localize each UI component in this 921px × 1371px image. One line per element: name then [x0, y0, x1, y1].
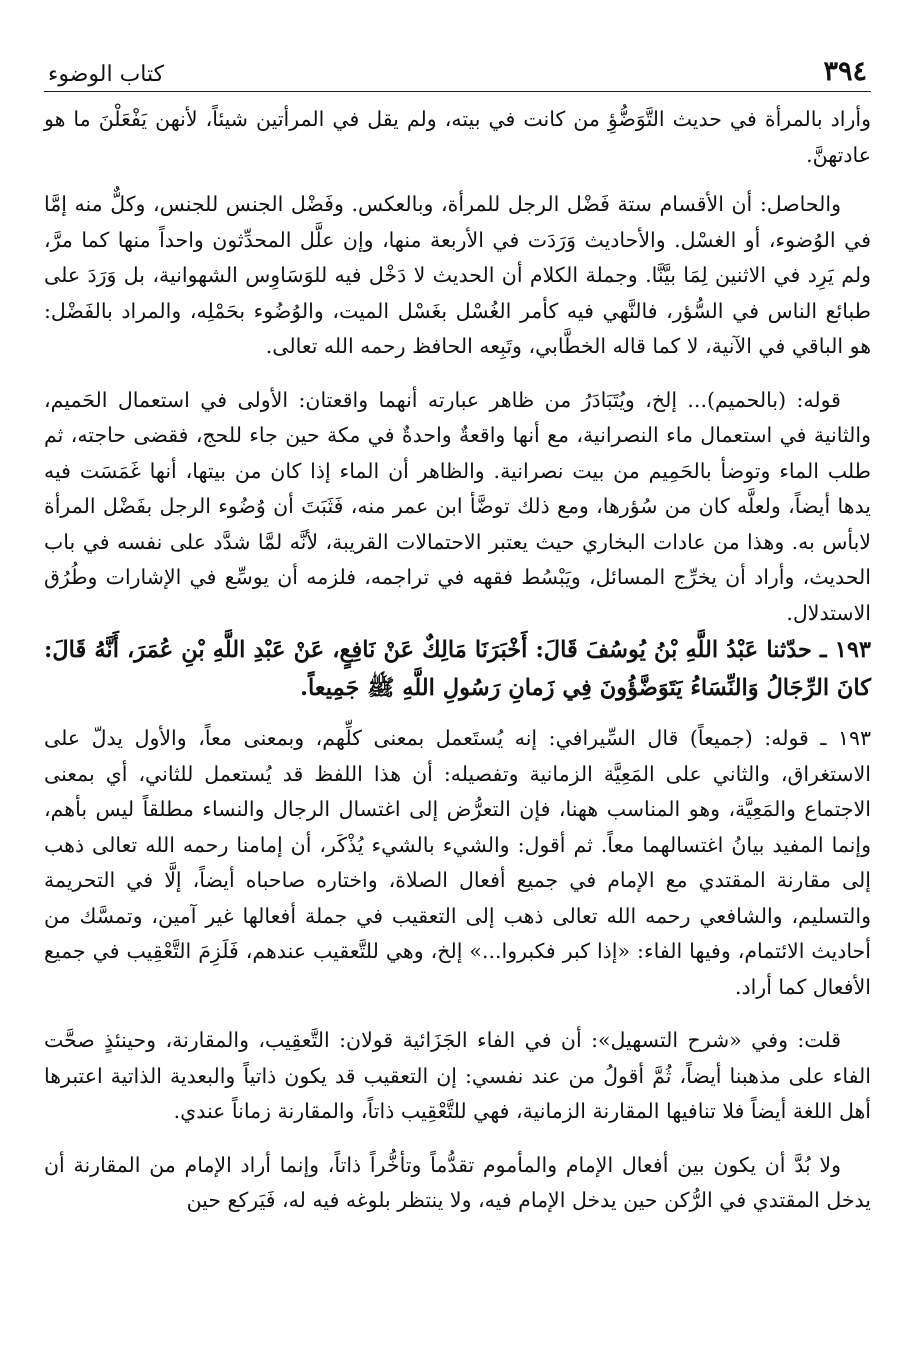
paragraph-hamim: قوله: (بالحميم)... إلخ، ويُتَبَادَرُ من ظاهر عبارته أنهما واقعتان: الأولى في استعمال الحَميم، والثانية في استعمال ماء النصرانية، مع أنها واقعةٌ واحدةٌ في مكة حين جاء للحج، فقضى حاجته، ثم طلب الماء وتوضأ بالحَمِيم من بيت نصرانية. والظاهر أن الماء إذا كان من بيتها، أنها غَمَسَت فيه يدها أيضاً، ولعلَّه كان من سُؤرها، ومع ذلك توضَّأ ابن عمر منه، فَثَبَتَ أن وُضُوء الرجل بفَضْل المرأة لابأس به. وهذا من عادات البخاري حيث يعتبر الاحتمالات القريبة، لأنَّه لمَّا شدَّد على نفسه في باب الحديث، وأراد أن يخرِّج المسائل، ويَبْسُط فقهه في تراجمه، فلزمه أن يوسِّع في الإشارات وطُرُق الاستدلال.	[44, 387, 871, 625]
paragraph-women-wudu: وأراد بالمرأة في حديث التَّوَضُّؤِ من كانت في بيته، ولم يقل في المرأتين شيئاً، لأنهن يَفْعَلْنَ ما هو عادتهنَّ.	[44, 107, 871, 167]
paragraph-tashil: قلت: وفي «شرح التسهيل»: أن في الفاء الجَزَائية قولان: التَّعقِيب، والمقارنة، وحينئذٍ صحَّت الفاء على مذهبنا أيضاً، ثُمَّ أقولُ من عند نفسي: إن التعقيب قد يكون ذاتياً والبعدية الذاتية اعتبرها أهل اللغة أيضاً فلا تنافيها المقارنة الزمانية، فهي للتَّعْقِيب ذاتاً، والمقارنة زماناً عندي.	[44, 1028, 871, 1123]
page-number: ٣٩٤	[823, 56, 867, 87]
commentary-193: ١٩٣ ـ قوله: (جميعاً) قال السِّيرافي: إنه يُستَعمل بمعنى كلِّهم، وبمعنى معاً، والأول يدلّ على الاستغراق، والثاني على المَعِيَّة الزمانية وتفصيله: أن هذا اللفظ قد يُستعمل للثاني، أي بمعنى الاجتماع والمَعِيَّة، وهو المناسب ههنا، فإن التعرُّض إلى اغتسال الرجال والنساء مطلقاً ليس بأهم، وإنما المفيد بيانُ اغتسالهما معاً. ثم أقول: والشيء بالشيء يُذْكَر، أن إمامنا رحمه الله تعالى ذهب إلى مقارنة المقتدي مع الإمام في جميع أفعال الصلاة، واختاره صاحباه أيضاً، إلَّا في التحريمة والتسليم، والشافعي رحمه الله تعالى ذهب إلى التعقيب في جملة أفعالها غير آمين، وتمسَّك من أحاديث الائتمام، وفيها الفاء: «إذا كبر فكبروا...» إلخ، وهي للتَّعقيب عندهم، فَلَزِمَ التَّعْقِيب في جميع الأفعال كما أراد.	[44, 726, 871, 999]
page-header	[44, 48, 871, 92]
paragraph-imam-follower: ولا بُدَّ أن يكون بين أفعال الإمام والمأموم تقدُّماً وتأخُّراً ذاتاً، وإنما أراد الإمام من المقارنة أن يدخل المقتدي في الرُّكن حين يدخل الإمام فيه، ولا ينتظر بلوغه فيه له، فَيَركع حين	[44, 1152, 871, 1212]
page-body	[44, 102, 871, 1219]
hadith-193-text: ١٩٣ ـ حدّثنا عَبْدُ اللَّهِ بْنُ يُوسُفَ قَالَ: أَخْبَرَنَا مَالِكٌ عَنْ نَافِعٍ، عَنْ عَبْدِ اللَّهِ بْنِ عُمَرَ، أَنَّهُ قَالَ: كانَ الرِّجَالُ وَالنِّسَاءُ يَتَوَضَّؤُونَ فِي زَمانِ رَسُولِ اللَّهِ ﷺ جَمِيعاً.	[44, 637, 871, 701]
running-title: كتاب الوضوء	[48, 62, 165, 87]
paragraph-summary: والحاصل: أن الأقسام ستة فَضْل الرجل للمرأة، وبالعكس. وفَضْل الجنس للجنس، وكلٌّ منه إمَّا في الوُضوء، أو الغسْل. والأحاديث وَرَدَت في الأربعة منها، وإن علَّل المحدِّثون واحداً منها كما مرَّ، ولم يَرِد في الاثنين لِمَا بيَّنَّا. وجملة الكلام أن الحديث لا دَخْل فيه للوَسَاوِس الشهوانية، بل وَرَدَ على طبائع الناس في السُّؤر، فالنَّهي فيه كأمر الغُسْل بغَسْل الميت، والوُضُوء بحَمْلِه، والمراد بالفَضْل: هو الباقي في الآنية، لا كما قاله الخطَّابي، وتَبِعه الحافظ رحمه الله تعالى.	[44, 192, 871, 358]
